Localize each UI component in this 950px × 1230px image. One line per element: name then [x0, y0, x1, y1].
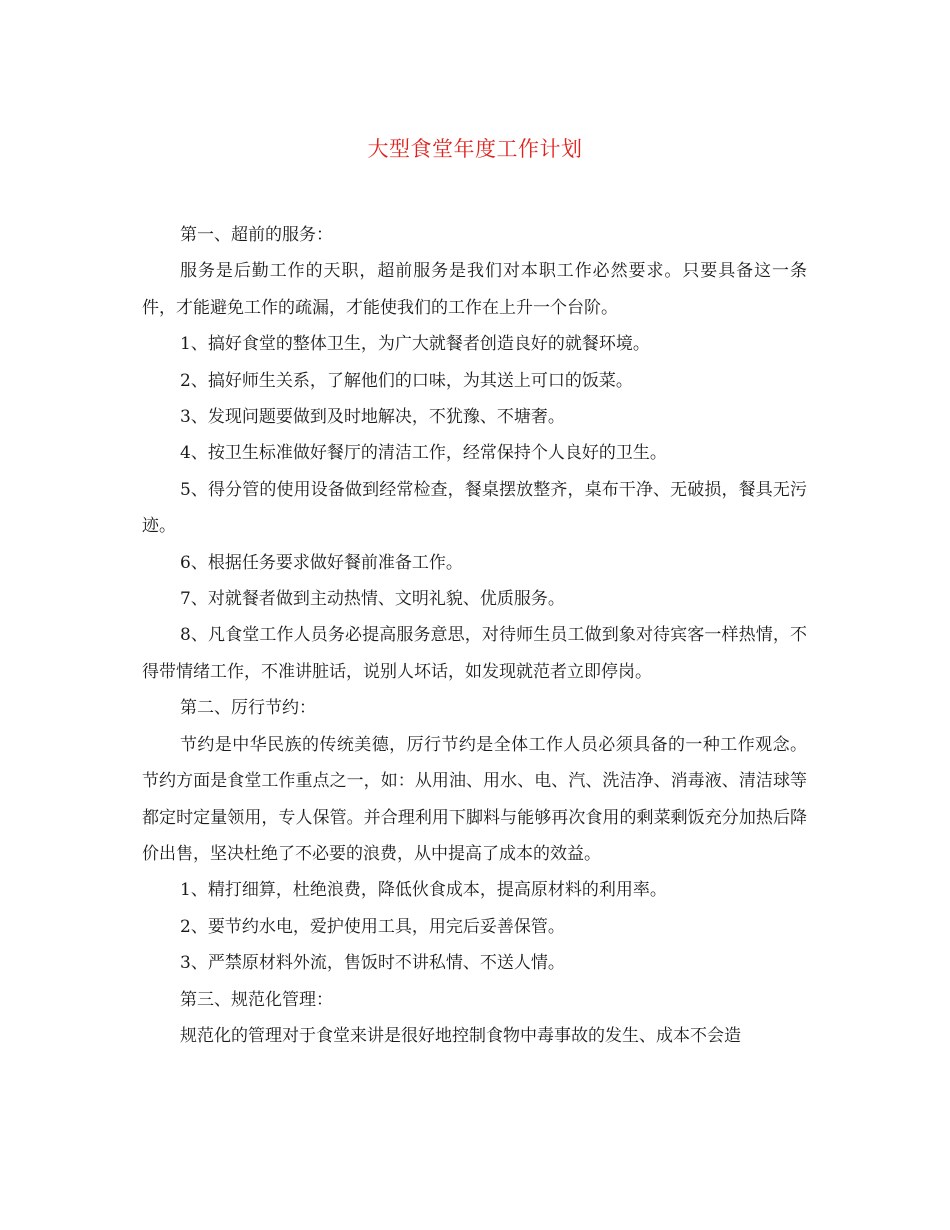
section-heading-2: 第二、厉行节约：: [180, 698, 316, 719]
list-item: 7、对就餐者做到主动热情、文明礼貌、优质服务。: [180, 589, 565, 610]
document-title: 大型食堂年度工作计划: [367, 137, 583, 161]
paragraph: 规范化的管理对于食堂来讲是很好地控制食物中毒事故的发生、成本不会造: [180, 1025, 741, 1046]
list-item: 5、得分管的使用设备做到经常检查，餐桌摆放整齐，桌布干净、无破损，餐具无污迹。: [142, 479, 807, 537]
list-item: 6、根据任务要求做好餐前准备工作。: [180, 552, 463, 573]
list-item: 1、精打细算，杜绝浪费，降低伙食成本，提高原材料的利用率。: [180, 880, 667, 901]
list-item: 2、搞好师生关系，了解他们的口味，为其送上可口的饭菜。: [180, 370, 633, 391]
list-item: 2、要节约水电，爱护使用工具，用完后妥善保管。: [180, 916, 565, 937]
section-heading-3: 第三、规范化管理：: [180, 989, 333, 1010]
list-item: 3、严禁原材料外流，售饭时不讲私情、不送人情。: [180, 953, 565, 974]
paragraph: 服务是后勤工作的天职，超前服务是我们对本职工作必然要求。只要具备这一条件，才能避免工作的疏漏，才能使我们的工作在上升一个台阶。: [142, 261, 807, 318]
document-body: [142, 217, 807, 1054]
list-item: 3、发现问题要做到及时地解决，不犹豫、不塘奢。: [180, 407, 565, 428]
section-heading-1: 第一、超前的服务：: [180, 225, 333, 245]
list-item: 8、凡食堂工作人员务必提高服务意思，对待师生员工做到象对待宾客一样热情，不得带情绪工作，不准讲脏话，说别人坏话，如发现就范者立即停岗。: [142, 625, 807, 682]
list-item: 4、按卫生标准做好餐厅的清洁工作，经常保持个人良好的卫生。: [180, 443, 667, 464]
paragraph: 节约是中华民族的传统美德，厉行节约是全体工作人员必须具备的一种工作观念。节约方面是食堂工作重点之一，如：从用油、用水、电、汽、洗洁净、消毒液、清洁球等都定时定量领用，专人保管。并合理利用下脚料与能够再次食用的剩菜剩饭充分加热后降价出售，坚决杜绝了不必要的浪费，从中提高了成本的效益。: [142, 734, 807, 864]
list-item: 1、搞好食堂的整体卫生，为广大就餐者创造良好的就餐环境。: [180, 334, 650, 355]
